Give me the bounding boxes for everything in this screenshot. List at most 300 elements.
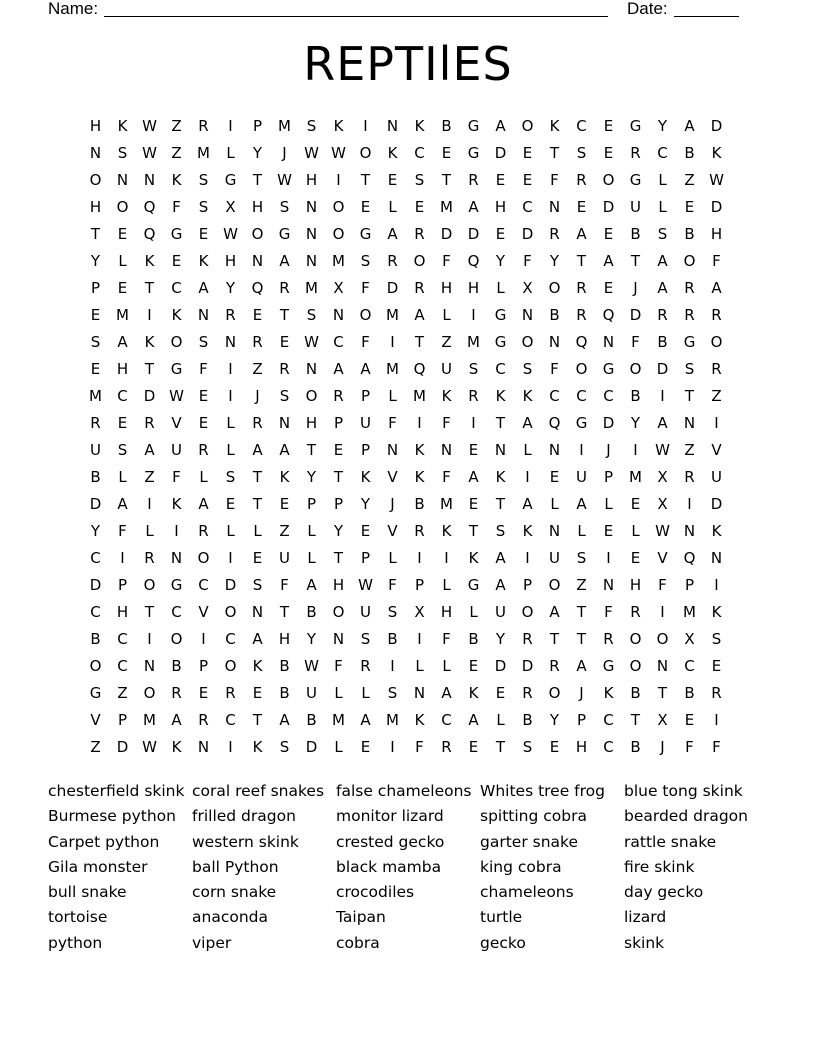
grid-letter: R xyxy=(144,548,155,567)
grid-letter: A xyxy=(495,575,506,594)
grid-letter: L xyxy=(496,278,505,297)
grid-letter: E xyxy=(360,197,371,216)
grid-letter: N xyxy=(251,251,264,270)
grid-letter: C xyxy=(576,386,587,405)
grid-letter: K xyxy=(414,710,425,729)
grid-letter: B xyxy=(279,656,290,675)
grid-letter: Z xyxy=(279,521,290,540)
grid-letter: S xyxy=(279,197,290,216)
word-item: Burmese python xyxy=(48,807,176,826)
grid-letter: Z xyxy=(576,575,587,594)
grid-letter: F xyxy=(442,629,451,648)
grid-letter: M xyxy=(278,116,291,135)
grid-letter: B xyxy=(414,494,425,513)
grid-letter: R xyxy=(711,683,722,702)
grid-letter: O xyxy=(332,224,345,243)
grid-letter: O xyxy=(683,251,696,270)
grid-letter: R xyxy=(144,413,155,432)
grid-letter: A xyxy=(468,467,479,486)
grid-letter: N xyxy=(332,305,345,324)
grid-letter: P xyxy=(522,575,533,594)
grid-letter: A xyxy=(711,278,722,297)
grid-letter: G xyxy=(278,224,291,243)
word-item: blue tong skink xyxy=(624,782,743,800)
grid-letter: W xyxy=(169,386,184,405)
grid-letter: Q xyxy=(602,305,615,324)
grid-letter: E xyxy=(630,548,641,567)
grid-letter: M xyxy=(386,710,399,729)
grid-letter: N xyxy=(521,305,534,324)
grid-letter: M xyxy=(413,386,426,405)
grid-letter: O xyxy=(116,197,129,216)
grid-letter: K xyxy=(468,683,479,702)
grid-letter: G xyxy=(467,116,480,135)
grid-letter: T xyxy=(144,602,155,621)
grid-letter: N xyxy=(440,440,453,459)
grid-letter: N xyxy=(386,116,399,135)
grid-row xyxy=(82,706,742,733)
grid-letter: P xyxy=(576,710,587,729)
grid-letter: F xyxy=(172,197,181,216)
grid-letter: R xyxy=(441,737,452,756)
grid-letter: E xyxy=(198,386,209,405)
grid-letter: C xyxy=(225,629,236,648)
grid-letter: L xyxy=(631,521,640,540)
grid-letter: X xyxy=(657,494,668,513)
grid-letter: O xyxy=(251,224,264,243)
grid-letter: M xyxy=(467,332,480,351)
grid-letter: I xyxy=(444,548,449,567)
grid-letter: C xyxy=(198,575,209,594)
worksheet-header xyxy=(48,0,748,20)
grid-letter: I xyxy=(525,467,530,486)
grid-letter: A xyxy=(468,710,479,729)
grid-letter: J xyxy=(633,278,638,297)
grid-letter: I xyxy=(390,737,395,756)
grid-letter: F xyxy=(442,467,451,486)
grid-row xyxy=(82,652,742,679)
grid-letter: R xyxy=(171,683,182,702)
grid-letter: F xyxy=(118,521,127,540)
grid-letter: S xyxy=(657,224,668,243)
grid-letter: B xyxy=(279,683,290,702)
grid-letter: N xyxy=(494,440,507,459)
grid-letter: I xyxy=(606,548,611,567)
grid-letter: J xyxy=(390,494,395,513)
grid-letter: T xyxy=(333,467,344,486)
grid-letter: U xyxy=(495,602,506,621)
grid-letter: K xyxy=(522,386,533,405)
grid-letter: M xyxy=(89,386,102,405)
word-item: rattle snake xyxy=(624,832,717,851)
grid-letter: I xyxy=(417,629,422,648)
grid-letter: L xyxy=(604,494,613,513)
grid-letter: O xyxy=(359,143,372,162)
grid-letter: B xyxy=(630,683,641,702)
grid-letter: A xyxy=(576,224,587,243)
grid-letter: Q xyxy=(143,224,156,243)
grid-letter: T xyxy=(684,386,695,405)
grid-letter: L xyxy=(442,656,451,675)
grid-letter: A xyxy=(360,710,371,729)
word-item: viper xyxy=(192,933,232,952)
grid-letter: A xyxy=(360,359,371,378)
word-item: anaconda xyxy=(192,908,268,927)
grid-letter: P xyxy=(603,467,614,486)
grid-letter: R xyxy=(225,683,236,702)
grid-letter: B xyxy=(684,143,695,162)
grid-letter: I xyxy=(579,440,584,459)
grid-letter: E xyxy=(522,170,533,189)
grid-letter: I xyxy=(228,737,233,756)
grid-letter: A xyxy=(306,575,317,594)
grid-letter: E xyxy=(90,305,101,324)
grid-letter: U xyxy=(279,548,290,567)
grid-letter: O xyxy=(143,683,156,702)
grid-letter: G xyxy=(224,170,237,189)
grid-letter: D xyxy=(710,494,723,513)
grid-letter: B xyxy=(630,737,641,756)
grid-row xyxy=(82,220,742,247)
grid-letter: L xyxy=(118,467,127,486)
grid-letter: A xyxy=(603,251,614,270)
grid-letter: N xyxy=(197,737,210,756)
grid-row xyxy=(82,301,742,328)
grid-letter: T xyxy=(252,170,263,189)
grid-letter: E xyxy=(252,305,263,324)
grid-letter: A xyxy=(684,116,695,135)
grid-letter: S xyxy=(306,116,317,135)
grid-letter: C xyxy=(603,710,614,729)
grid-letter: K xyxy=(117,116,128,135)
grid-letter: J xyxy=(255,386,260,405)
word-item: ball Python xyxy=(192,857,279,876)
grid-letter: O xyxy=(89,170,102,189)
grid-letter: S xyxy=(117,440,128,459)
grid-letter: N xyxy=(305,224,318,243)
grid-letter: E xyxy=(225,494,236,513)
grid-letter: P xyxy=(414,575,425,594)
grid-letter: N xyxy=(278,413,291,432)
grid-letter: L xyxy=(145,521,154,540)
grid-letter: F xyxy=(415,737,424,756)
grid-letter: N xyxy=(143,656,156,675)
grid-letter: K xyxy=(252,737,263,756)
grid-letter: E xyxy=(711,656,722,675)
word-item: crested gecko xyxy=(336,832,445,851)
grid-letter: G xyxy=(629,170,642,189)
grid-letter: O xyxy=(548,278,561,297)
word-item: false chameleons xyxy=(336,782,472,800)
grid-row xyxy=(82,382,742,409)
grid-letter: V xyxy=(711,440,722,459)
grid-letter: R xyxy=(252,413,263,432)
grid-letter: D xyxy=(521,656,534,675)
grid-letter: P xyxy=(360,386,371,405)
grid-letter: P xyxy=(306,494,317,513)
grid-letter: I xyxy=(660,602,665,621)
grid-letter: J xyxy=(606,440,611,459)
grid-letter: E xyxy=(387,170,398,189)
grid-letter: S xyxy=(576,548,587,567)
grid-letter: F xyxy=(199,359,208,378)
grid-letter: S xyxy=(279,737,290,756)
grid-letter: L xyxy=(388,197,397,216)
grid-letter: K xyxy=(171,305,182,324)
grid-letter: S xyxy=(360,629,371,648)
grid-row xyxy=(82,598,742,625)
grid-letter: C xyxy=(495,359,506,378)
grid-row xyxy=(82,490,742,517)
grid-letter: E xyxy=(684,197,695,216)
grid-letter: L xyxy=(307,548,316,567)
grid-letter: H xyxy=(494,197,507,216)
grid-letter: R xyxy=(279,278,290,297)
grid-letter: E xyxy=(468,494,479,513)
grid-letter: A xyxy=(279,440,290,459)
word-item: western skink xyxy=(192,832,299,851)
grid-letter: P xyxy=(360,440,371,459)
grid-letter: A xyxy=(252,629,263,648)
grid-letter: E xyxy=(522,143,533,162)
grid-letter: N xyxy=(683,413,696,432)
grid-letter: H xyxy=(278,629,291,648)
grid-row xyxy=(82,247,742,274)
grid-row xyxy=(82,409,742,436)
grid-letter: F xyxy=(631,332,640,351)
word-column xyxy=(624,779,768,956)
grid-letter: W xyxy=(331,143,346,162)
grid-letter: M xyxy=(116,305,129,324)
word-item: bearded dragon xyxy=(624,807,748,826)
grid-letter: H xyxy=(440,602,453,621)
grid-letter: O xyxy=(629,359,642,378)
grid-letter: F xyxy=(712,737,721,756)
grid-letter: U xyxy=(630,197,641,216)
grid-letter: I xyxy=(228,386,233,405)
grid-letter: A xyxy=(576,656,587,675)
grid-letter: R xyxy=(684,305,695,324)
grid-letter: U xyxy=(576,467,587,486)
grid-letter: T xyxy=(306,440,317,459)
grid-letter: O xyxy=(575,359,588,378)
grid-letter: W xyxy=(277,170,292,189)
word-item: Carpet python xyxy=(48,832,160,851)
grid-letter: Q xyxy=(143,197,156,216)
grid-letter: R xyxy=(333,386,344,405)
grid-letter: L xyxy=(361,683,370,702)
grid-letter: O xyxy=(224,656,237,675)
grid-letter: N xyxy=(170,548,183,567)
grid-letter: W xyxy=(655,521,670,540)
grid-letter: G xyxy=(575,413,588,432)
grid-letter: O xyxy=(332,602,345,621)
grid-letter: H xyxy=(89,116,102,135)
grid-letter: B xyxy=(684,224,695,243)
grid-letter: A xyxy=(549,602,560,621)
page-title: REPTIlES xyxy=(303,37,513,91)
grid-row xyxy=(82,112,742,139)
grid-letter: E xyxy=(414,197,425,216)
grid-letter: A xyxy=(495,116,506,135)
grid-letter: M xyxy=(197,143,210,162)
grid-letter: N xyxy=(251,602,264,621)
grid-letter: W xyxy=(304,332,319,351)
grid-letter: F xyxy=(361,332,370,351)
grid-letter: S xyxy=(414,170,425,189)
grid-letter: K xyxy=(198,251,209,270)
grid-letter: T xyxy=(576,251,587,270)
grid-letter: D xyxy=(629,305,642,324)
grid-row xyxy=(82,544,742,571)
grid-letter: I xyxy=(201,629,206,648)
grid-letter: K xyxy=(414,440,425,459)
grid-letter: O xyxy=(521,116,534,135)
grid-letter: K xyxy=(549,116,560,135)
grid-letter: Z xyxy=(441,332,452,351)
grid-letter: N xyxy=(413,683,426,702)
grid-letter: R xyxy=(468,386,479,405)
grid-letter: N xyxy=(143,170,156,189)
grid-letter: K xyxy=(522,521,533,540)
grid-letter: R xyxy=(198,440,209,459)
word-item: bull snake xyxy=(48,883,127,902)
grid-letter: S xyxy=(711,629,722,648)
grid-letter: I xyxy=(228,116,233,135)
grid-letter: E xyxy=(198,224,209,243)
grid-letter: L xyxy=(577,521,586,540)
grid-letter: E xyxy=(468,656,479,675)
grid-letter: R xyxy=(684,278,695,297)
grid-row xyxy=(82,625,742,652)
grid-letter: E xyxy=(495,224,506,243)
grid-letter: S xyxy=(90,332,101,351)
grid-letter: D xyxy=(89,494,102,513)
grid-letter: B xyxy=(630,224,641,243)
grid-letter: O xyxy=(143,575,156,594)
grid-letter: M xyxy=(440,197,453,216)
grid-letter: L xyxy=(388,386,397,405)
grid-letter: M xyxy=(386,359,399,378)
grid-letter: N xyxy=(548,197,561,216)
grid-letter: L xyxy=(334,683,343,702)
grid-letter: I xyxy=(417,548,422,567)
grid-letter: E xyxy=(279,494,290,513)
grid-letter: N xyxy=(656,656,669,675)
grid-letter: Z xyxy=(684,440,695,459)
grid-letter: U xyxy=(171,440,182,459)
grid-letter: L xyxy=(469,602,478,621)
word-item: skink xyxy=(624,933,665,952)
grid-letter: X xyxy=(414,602,425,621)
grid-letter: R xyxy=(522,683,533,702)
grid-letter: R xyxy=(603,629,614,648)
grid-letter: E xyxy=(360,737,371,756)
grid-letter: Q xyxy=(548,413,561,432)
grid-letter: N xyxy=(602,332,615,351)
grid-letter: D xyxy=(602,197,615,216)
grid-letter: T xyxy=(468,521,479,540)
word-item: coral reef snakes xyxy=(192,782,325,800)
grid-row xyxy=(82,139,742,166)
grid-letter: H xyxy=(251,197,264,216)
grid-letter: I xyxy=(471,413,476,432)
grid-letter: A xyxy=(522,494,533,513)
grid-letter: M xyxy=(629,467,642,486)
grid-letter: V xyxy=(387,467,398,486)
grid-letter: A xyxy=(117,332,128,351)
grid-letter: K xyxy=(279,467,290,486)
grid-letter: C xyxy=(117,656,128,675)
grid-letter: Y xyxy=(225,278,236,297)
grid-letter: T xyxy=(630,251,641,270)
grid-letter: O xyxy=(521,602,534,621)
grid-letter: C xyxy=(117,386,128,405)
grid-letter: T xyxy=(144,278,155,297)
grid-letter: X xyxy=(333,278,344,297)
grid-letter: U xyxy=(441,359,452,378)
grid-letter: T xyxy=(576,629,587,648)
grid-letter: A xyxy=(198,494,209,513)
grid-letter: Y xyxy=(549,251,560,270)
grid-letter: E xyxy=(360,521,371,540)
grid-row xyxy=(82,571,742,598)
grid-letter: H xyxy=(710,224,723,243)
grid-letter: F xyxy=(442,413,451,432)
word-item: day gecko xyxy=(624,883,704,902)
grid-letter: G xyxy=(683,332,696,351)
grid-letter: T xyxy=(279,602,290,621)
grid-letter: A xyxy=(441,683,452,702)
grid-letter: T xyxy=(414,332,425,351)
grid-letter: G xyxy=(494,305,507,324)
grid-letter: C xyxy=(576,116,587,135)
grid-letter: P xyxy=(117,710,128,729)
grid-letter: T xyxy=(360,170,371,189)
grid-letter: G xyxy=(359,224,372,243)
grid-letter: R xyxy=(630,602,641,621)
grid-letter: I xyxy=(660,386,665,405)
grid-row xyxy=(82,274,742,301)
grid-letter: S xyxy=(306,305,317,324)
grid-letter: I xyxy=(714,413,719,432)
grid-letter: N xyxy=(548,440,561,459)
grid-letter: R xyxy=(225,305,236,324)
word-column xyxy=(336,779,480,956)
grid-letter: U xyxy=(711,467,722,486)
grid-letter: X xyxy=(657,467,668,486)
grid-letter: M xyxy=(305,278,318,297)
grid-letter: O xyxy=(710,332,723,351)
grid-letter: H xyxy=(305,413,318,432)
grid-letter: W xyxy=(142,116,157,135)
grid-letter: V xyxy=(198,602,209,621)
grid-letter: Q xyxy=(251,278,264,297)
grid-letter: E xyxy=(117,224,128,243)
grid-letter: U xyxy=(90,440,101,459)
grid-letter: D xyxy=(521,224,534,243)
grid-letter: Z xyxy=(684,170,695,189)
grid-letter: Z xyxy=(171,143,182,162)
grid-letter: T xyxy=(549,629,560,648)
name-label: Name: xyxy=(48,0,99,18)
grid-letter: P xyxy=(333,413,344,432)
grid-row xyxy=(82,193,742,220)
word-item: python xyxy=(48,933,103,952)
grid-letter: R xyxy=(252,332,263,351)
grid-letter: N xyxy=(683,521,696,540)
word-column xyxy=(48,779,192,956)
